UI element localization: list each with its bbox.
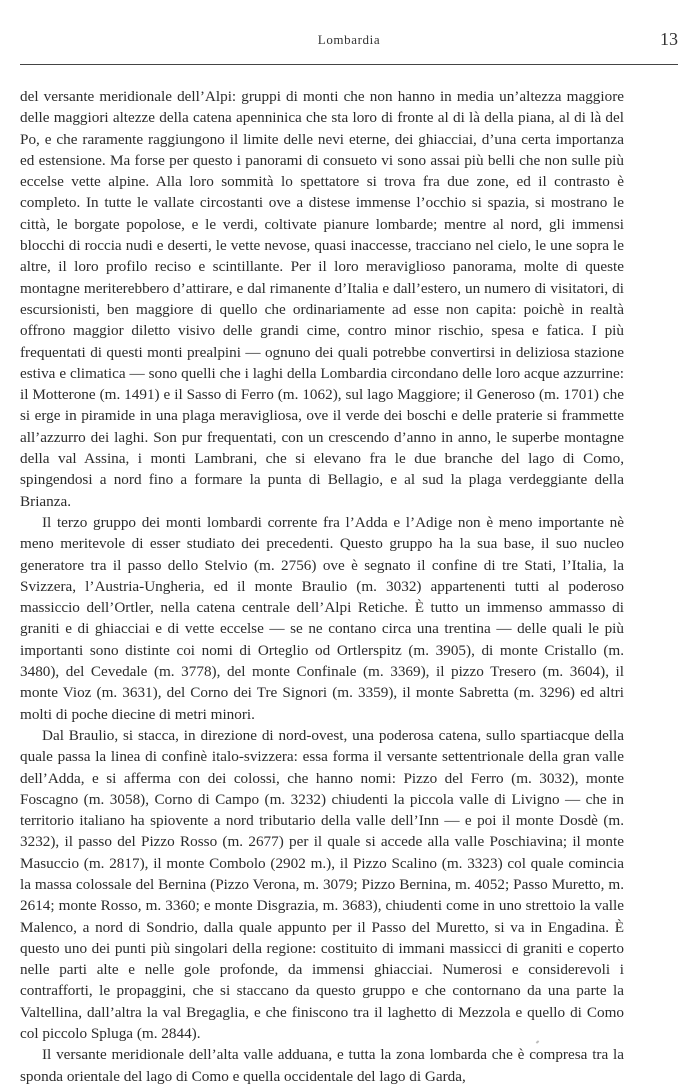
- body-text: [20, 86, 624, 1087]
- paragraph-continuation: del versante meridionale dell’Alpi: gruppi di monti che non hanno in media un’altezza maggiore delle maggiori altezze della catena apenninica che sta loro di fronte al di là della piana, al di là del Po, e che raramente raggiungono il limite delle nevi eterne, dei ghiacciai, d’una certa importanza ed estensione. Ma forse per questo i panorami di consueto vi sono assai più belli che non sulle più eccelse vette alpine. Alla loro sommità lo spettatore si trova fra due zone, ed il contrasto è completo. In tutte le vallate circostanti ove a distese immense l’occhio si spazia, si mostrano le città, le borgate popolose, e le verdi, coltivate pianure lombarde; mentre al nord, gli immensi blocchi di roccia nudi e deserti, le vette nevose, quasi inaccesse, tracciano nel cielo, le une sopra le altre, il loro profilo reciso e scintillante. Per il loro meraviglioso panorama, molte di queste montagne meriterebbero d’attirare, e dal rimanente d’Italia e dall’estero, un numero di visitatori, di escursionisti, ben maggiore di quello che ordinariamente ad esse non capita: poichè in realtà offrono maggior diletto visivo delle grandi cime, contro minor rischio, spesa e fatica. I più frequentati di questi monti prealpini — ognuno dei quali potrebbe convertirsi in deliziosa stazione estiva e climatica — sono quelli che i laghi della Lombardia circondano delle loro acque azzurrine: il Motterone (m. 1491) e il Sasso di Ferro (m. 1062), sul lago Maggiore; il Generoso (m. 1701) che si erge in piramide in una plaga meravigliosa, ove il verde dei boschi e delle praterie si frammette all’azzurro dei laghi. Son pur frequentati, con un crescendo d’anno in anno, le superbe montagne della val Assina, i monti Lambrani, che si elevano fra le due branche del lago di Como, spingendosi a nord fino a formare la punta di Bellagio, e al sud la plaga verdeggiante della Brianza.: [20, 88, 624, 510]
- paragraph-braulio-chain: Dal Braulio, si stacca, in direzione di nord-ovest, una poderosa catena, sullo spartiacque della quale passa la linea di confinè italo-svizzera: essa forma il versante settentrionale della gran valle dell’Adda, e si afferma con dei colossi, che hanno nomi: Pizzo del Ferro (m. 3032), monte Foscagno (m. 3058), Corno di Campo (m. 3232) chiudenti la piccola valle di Livigno — che in territorio italiano ha spiovente a nord tributario della valle dell’Inn — e poi il monte Dosdè (m. 3232), il passo del Pizzo Rosso (m. 2677) per il quale si accede alla valle Poschiavina; il monte Masuccio (m. 2817), il monte Combolo (2902 m.), il Pizzo Scalino (m. 3323) col quale comincia la massa colossale del Bernina (Pizzo Verona, m. 3079; Pizzo Bernina, m. 4052; Passo Muretto, m. 2614; monte Rosso, m. 3360; e monte Disgrazia, m. 3683), chiudenti come in uno strettoio la valle Malenco, a nord di Sondrio, dalla quale appunto per il Passo del Muretto, si va in Engadina. È questo uno dei punti più singolari della regione: costituito di immani massicci di graniti e coperto nelle parti alte e nelle gole profonde, da immensi ghiacciai. Numerosi e considerevoli i contrafforti, le propaggini, che si staccano da questo gruppo e che contornano da una parte la Valtellina, dall’altra la val Bregaglia, e che finiscono tra il laghetto di Mezzola e quello di Como col piccolo Spluga (m. 2844).: [20, 726, 624, 1043]
- paragraph-third-group: Il terzo gruppo dei monti lombardi corrente fra l’Adda e l’Adige non è meno importante nè meno meritevole di esser studiato dei precedenti. Questo gruppo ha la sua base, il suo nucleo generatore tra il passo dello Stelvio (m. 2756) ove è segnato il confine di tre Stati, l’Italia, la Svizzera, l’Austria-Ungheria, ed il monte Braulio (m. 3032) appartenenti tutti al poderoso massiccio dell’Ortler, nella catena centrale dell’Alpi Retiche. È tutto un immenso ammasso di graniti e di ghiacciai e di vette eccelse — se ne contano circa una trentina — delle quali le più importanti sono distinte coi nomi di Orteglio od Ortlerspitz (m. 3905), di monte Cristallo (m. 3480), del Cevedale (m. 3778), del monte Confinale (m. 3369), il pizzo Tresero (m. 3604), il monte Vioz (m. 3631), del Corno dei Tre Signori (m. 3359), il monte Sabretta (m. 3296) ed altri molti di poche diecine di metri minori.: [20, 513, 624, 723]
- header-rule: [20, 64, 678, 65]
- running-head: [20, 29, 678, 56]
- page-number: 13: [660, 29, 678, 49]
- running-head-title: Lombardia: [317, 32, 381, 47]
- paragraph-southern-slope: Il versante meridionale dell’alta valle adduana, e tutta la zona lombarda che è compresa tra la sponda orientale del lago di Como e quella occidentale del lago di Garda,: [20, 1046, 624, 1085]
